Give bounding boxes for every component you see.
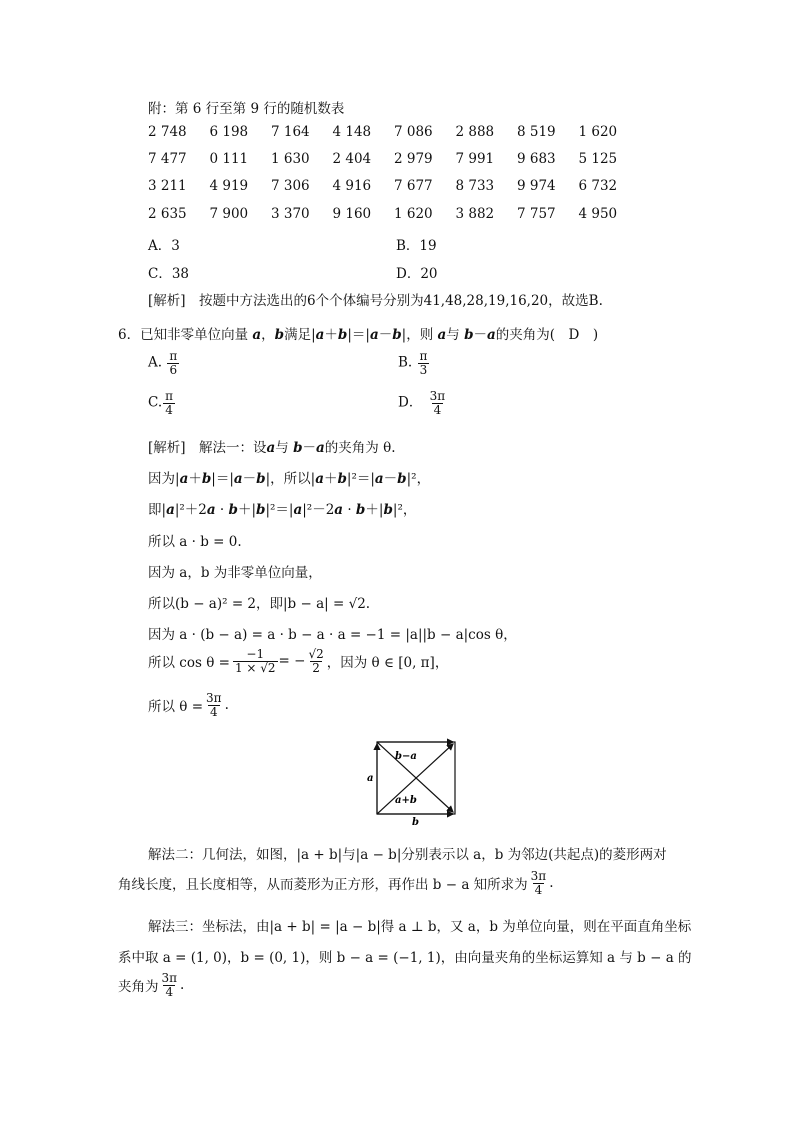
table-cell: 1 620 [394,206,433,222]
label-a-plus-b: a+b [395,795,417,806]
q6-stem: 6．已知非零单位向量 a，b满足|a＋b|＝|a－b|，则 a与 b－a的夹角为( D ) [118,327,599,343]
table-cell: 8 519 [517,124,556,140]
fraction-numerator: π [165,389,174,403]
table-cell: 2 404 [332,151,372,167]
table-cell: 9 974 [517,178,556,194]
table-cell: 7 086 [394,124,433,140]
solution-text: 所以 cos θ = [148,655,230,672]
label-b-minus-a: b−a [395,751,417,762]
table-cell: 4 148 [332,124,372,140]
table-cell: 7 677 [394,178,433,194]
method3-line: 夹角为 $\frac{3\pi}{4}$ . [118,971,185,999]
method2-line: 解法二：几何法，如图，|a + b|与|a − b|分别表示以 a，b 为邻边(共起点)的菱形两对 [148,847,667,863]
fraction-numerator: √2 [308,647,324,661]
solution-text: = − [278,653,306,670]
table-cell: 3 211 [148,178,187,194]
table-cell: 7 306 [271,178,310,194]
random-table-row [148,124,640,140]
fraction-denominator: 4 [534,882,543,897]
solution-line [148,648,448,674]
table-cell: 2 888 [455,124,495,140]
fraction-denominator: 6 [169,362,178,377]
option-a: A．3 [148,238,180,254]
fraction-numerator: 3π [161,971,178,985]
q6-option-b [398,350,430,376]
answer-choice: D [568,327,580,343]
solution-line: 所以 a · b = 0. [148,534,242,550]
fraction-numerator: 3π [530,869,547,883]
solution-text: 所以 θ = [148,699,204,716]
table-cell: 7 757 [517,206,556,222]
table-cell: 4 916 [332,178,372,194]
table-cell: 7 991 [455,151,495,167]
solution-line: 因为|a＋b|＝|a－b|，所以|a＋b|²＝|a－b|²， [148,471,431,487]
option-label: D． [398,394,423,411]
option-d: D．20 [396,266,438,282]
fraction-denominator: 2 [312,660,320,675]
table-cell: 2 748 [148,124,187,140]
question-number: 6． [118,327,141,343]
table-cell: 5 125 [578,151,618,167]
table-cell: 9 160 [332,206,372,222]
solution-text: 因为| [148,471,180,487]
solution-text: 角线长度，且长度相等，从而菱形为正方形，再作出 b − a 知所求为 [118,877,528,894]
fraction-denominator: 4 [209,704,218,719]
solution-line: 因为 a · (b − a) = a · b − a · a = −1 = |a||b − a|cos θ， [148,627,517,643]
stem-text: 已知非零单位向量 [140,327,253,343]
option-label: A. [148,354,163,371]
q6-option-a [148,350,180,376]
method2-line: 角线长度，且长度相等，从而菱形为正方形，再作出 b − a 知所求为 $\frac{3\pi}{4}$ . [118,869,554,897]
appendix-title: 附：第 6 行至第 9 行的随机数表 [148,101,345,117]
fraction-numerator: π [169,349,178,363]
label-b: b [412,817,419,827]
stem-text: 满足| [284,327,316,343]
solution-line: 所以 θ = $\frac{3\pi}{4}$ . [148,691,229,719]
q6-option-d [398,390,448,416]
table-cell: 7 164 [271,124,310,140]
vector-square-figure [365,737,465,827]
table-cell: 8 733 [455,178,495,194]
stem-text: |，则 [401,327,438,343]
fraction-numerator: −1 [246,647,265,661]
method3-line: 解法三：坐标法，由|a + b| = |a − b|得 a ⊥ b，又 a，b 为单位向量，则在平面直角坐标 [148,919,692,935]
fraction-numerator: 3π [206,691,222,705]
table-cell: 3 882 [455,206,495,222]
random-table-row [148,151,640,167]
solution-text: [解析] 解法一：设 [148,440,267,456]
table-cell: 2 635 [148,206,187,222]
fraction-numerator: 3π [429,389,446,403]
solution-text: 的夹角为 θ. [324,440,396,456]
solution-text: ，因为 θ ∈ [0, π]， [326,655,449,672]
option-c: C．38 [148,266,190,282]
solution-line: 即|a|²＋2a · b＋|b|²＝|a|²－2a · b＋|b|²， [148,502,417,518]
random-table-row [148,178,640,194]
fraction-numerator: π [419,349,428,363]
table-cell: 6 732 [578,178,618,194]
option-label: B. [398,354,413,371]
table-cell: 9 683 [517,151,556,167]
fraction-denominator: 4 [165,984,174,999]
solution-line: 所以(b − a)² = 2，即|b − a| = √2. [148,596,371,612]
table-cell: 0 111 [209,151,249,167]
table-cell: 1 630 [271,151,310,167]
fraction-denominator: 4 [433,402,442,417]
table-cell: 4 950 [578,206,618,222]
label-a: a [367,773,374,784]
table-cell: 6 198 [209,124,249,140]
fraction-denominator: 1 × √2 [234,660,276,675]
method3-line: 系中取 a = (1, 0)，b = (0, 1)，则 b − a = (−1, 1)，由向量夹角的坐标运算知 a 与 b − a 的 [118,950,692,966]
table-cell: 7 477 [148,151,187,167]
table-cell: 7 900 [209,206,249,222]
random-table-row [148,206,640,222]
table-cell: 2 979 [394,151,433,167]
table-cell: 3 370 [271,206,310,222]
fraction-denominator: 4 [165,402,173,417]
table-cell: 1 620 [578,124,618,140]
solution-line: [解析] 解法一：设a与 b－a的夹角为 θ. [148,440,396,456]
q5-analysis: [解析] 按题中方法选出的6个个体编号分别为41,48,28,19,16,20，故选B. [148,293,603,309]
q6-option-c: C. $\frac{\pi}{4}$ [148,389,174,417]
solution-text: 夹角为 [118,979,159,996]
solution-line: 因为 a，b 为非零单位向量， [148,565,322,581]
table-cell: 4 919 [209,178,249,194]
fraction-denominator: 3 [419,362,428,377]
option-b: B．19 [396,238,437,254]
